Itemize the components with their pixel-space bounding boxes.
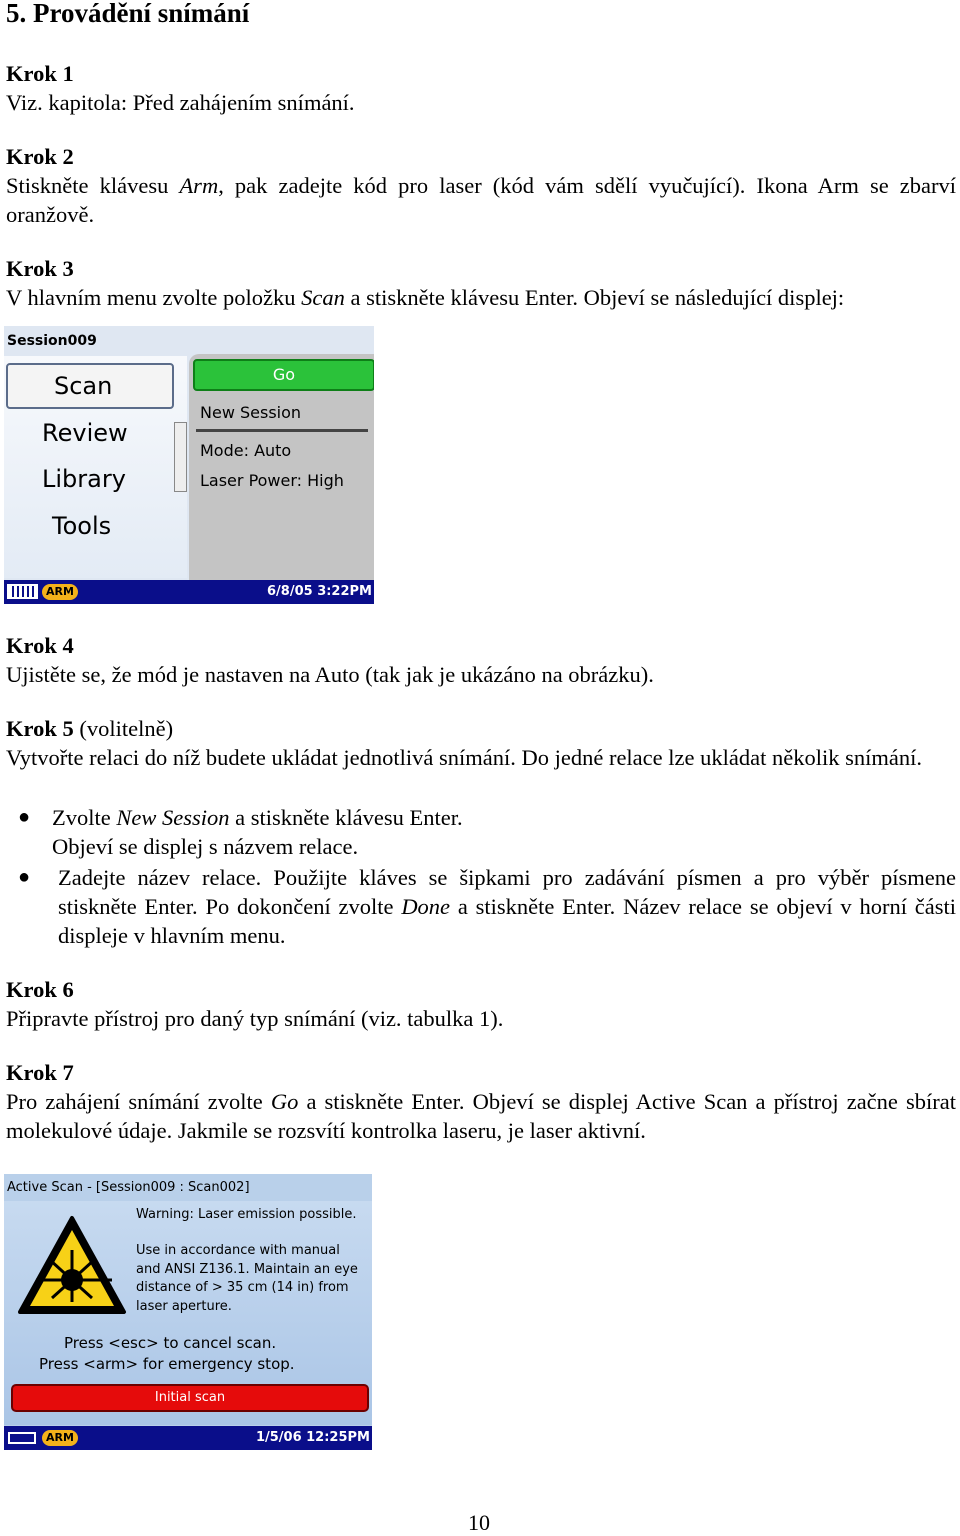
step-text: a stiskněte Enter. Objeví se displej Active Scan a přístroj začne sbírat molekulové údaje. Jakmile se rozsvítí kontrolka laseru, je laser aktivní. <box>6 1089 956 1143</box>
bullet-text: a stiskněte klávesu Enter. <box>229 805 463 830</box>
menu-item-scan[interactable]: Scan <box>54 372 113 400</box>
info-line: distance of > 35 cm (14 in) from <box>136 1280 349 1295</box>
menu-name: Scan <box>301 285 345 310</box>
bullet-text: Objeví se displej s názvem relace. <box>52 834 359 859</box>
step-label: Krok 6 <box>6 977 74 1002</box>
session-title: Session009 <box>7 333 97 349</box>
go-button[interactable]: Go <box>193 359 374 391</box>
info-line: laser aperture. <box>136 1299 232 1314</box>
power-plug-icon <box>8 1432 36 1444</box>
menu-item-library[interactable]: Library <box>42 465 126 493</box>
step-label: Krok 7 <box>6 1060 74 1085</box>
bullet-icon: ● <box>18 806 31 828</box>
bullet-text: Zvolte <box>52 805 117 830</box>
step-label: Krok 1 <box>6 61 74 86</box>
laser-warning-icon <box>16 1214 128 1318</box>
mode-option[interactable]: Mode: Auto <box>200 441 292 460</box>
info-line: Use in accordance with manual <box>136 1243 340 1258</box>
laser-power-option[interactable]: Laser Power: High <box>200 471 344 490</box>
press-esc-text: Press <esc> to cancel scan. <box>64 1334 277 1352</box>
datetime: 1/5/06 12:25PM <box>255 1430 370 1445</box>
scrollbar[interactable] <box>174 422 187 492</box>
arm-icon: ARM <box>42 1430 78 1446</box>
status-bar <box>4 580 374 604</box>
step-label: Krok 3 <box>6 256 74 281</box>
key-name: Arm <box>179 173 219 198</box>
step-4 <box>6 631 956 689</box>
datetime: 6/8/05 3:22PM <box>266 584 372 599</box>
section-heading: 5. Provádění snímání <box>6 0 250 28</box>
bullet-1 <box>18 803 952 861</box>
step-1 <box>6 59 956 117</box>
step-label: Krok 4 <box>6 633 74 658</box>
step-text: Stiskněte klávesu <box>6 173 180 198</box>
step-label: Krok 2 <box>6 144 74 169</box>
progress-bar: Initial scan <box>11 1384 369 1412</box>
info-line: and ANSI Z136.1. Maintain an eye <box>136 1262 358 1277</box>
step-text: Připravte přístroj pro daný typ snímání (viz. tabulka 1). <box>6 1006 504 1031</box>
option-name: Go <box>270 1089 299 1114</box>
screen-title: Active Scan - [Session009 : Scan002] <box>7 1180 250 1195</box>
battery-icon <box>7 584 38 599</box>
arm-icon: ARM <box>42 584 78 600</box>
main-menu-screenshot <box>4 326 374 604</box>
bullet-icon: ● <box>18 866 31 888</box>
bullet-text: a stiskněte Enter. Název relace se objeví v horní části displeje v hlavním menu. <box>58 894 956 948</box>
step-label: Krok 5 <box>6 716 74 741</box>
divider <box>196 429 368 432</box>
option-name: New Session <box>116 805 230 830</box>
step-text: , pak zadejte kód pro laser (kód vám sdělí vyučující). Ikona Arm se zbarví oranžově. <box>6 173 956 227</box>
option-name: Done <box>401 894 451 919</box>
warning-text: Warning: Laser emission possible. <box>136 1207 357 1222</box>
step-text: V hlavním menu zvolte položku <box>6 285 302 310</box>
press-arm-text: Press <arm> for emergency stop. <box>39 1355 295 1373</box>
step-label-extra: (volitelně) <box>73 716 174 741</box>
step-3 <box>6 254 956 312</box>
step-text: Viz. kapitola: Před zahájením snímání. <box>6 90 355 115</box>
menu-item-tools[interactable]: Tools <box>52 512 112 540</box>
step-text: Pro zahájení snímání zvolte <box>6 1089 271 1114</box>
step-text: a stiskněte klávesu Enter. Objeví se následující displej: <box>344 285 845 310</box>
new-session-option[interactable]: New Session <box>200 403 302 422</box>
step-6 <box>6 975 956 1033</box>
menu-item-review[interactable]: Review <box>42 419 128 447</box>
bullet-2 <box>18 863 956 950</box>
step-5 <box>6 714 956 772</box>
step-7 <box>6 1058 956 1145</box>
step-text: Vytvořte relaci do níž budete ukládat jednotlivá snímání. Do jedné relace lze ukládat několik snímání. <box>6 745 922 770</box>
page-number: 10 <box>468 1510 490 1535</box>
active-scan-screenshot <box>4 1174 372 1450</box>
step-2 <box>6 142 956 229</box>
status-bar <box>4 1426 372 1450</box>
bullet-text: Zadejte název relace. Použijte kláves se šipkami pro zadávání písmen a pro výběr písmene stiskněte Enter. Po dokončení zvolte <box>58 865 956 919</box>
step-text: Ujistěte se, že mód je nastaven na Auto (tak jak je ukázáno na obrázku). <box>6 662 654 687</box>
